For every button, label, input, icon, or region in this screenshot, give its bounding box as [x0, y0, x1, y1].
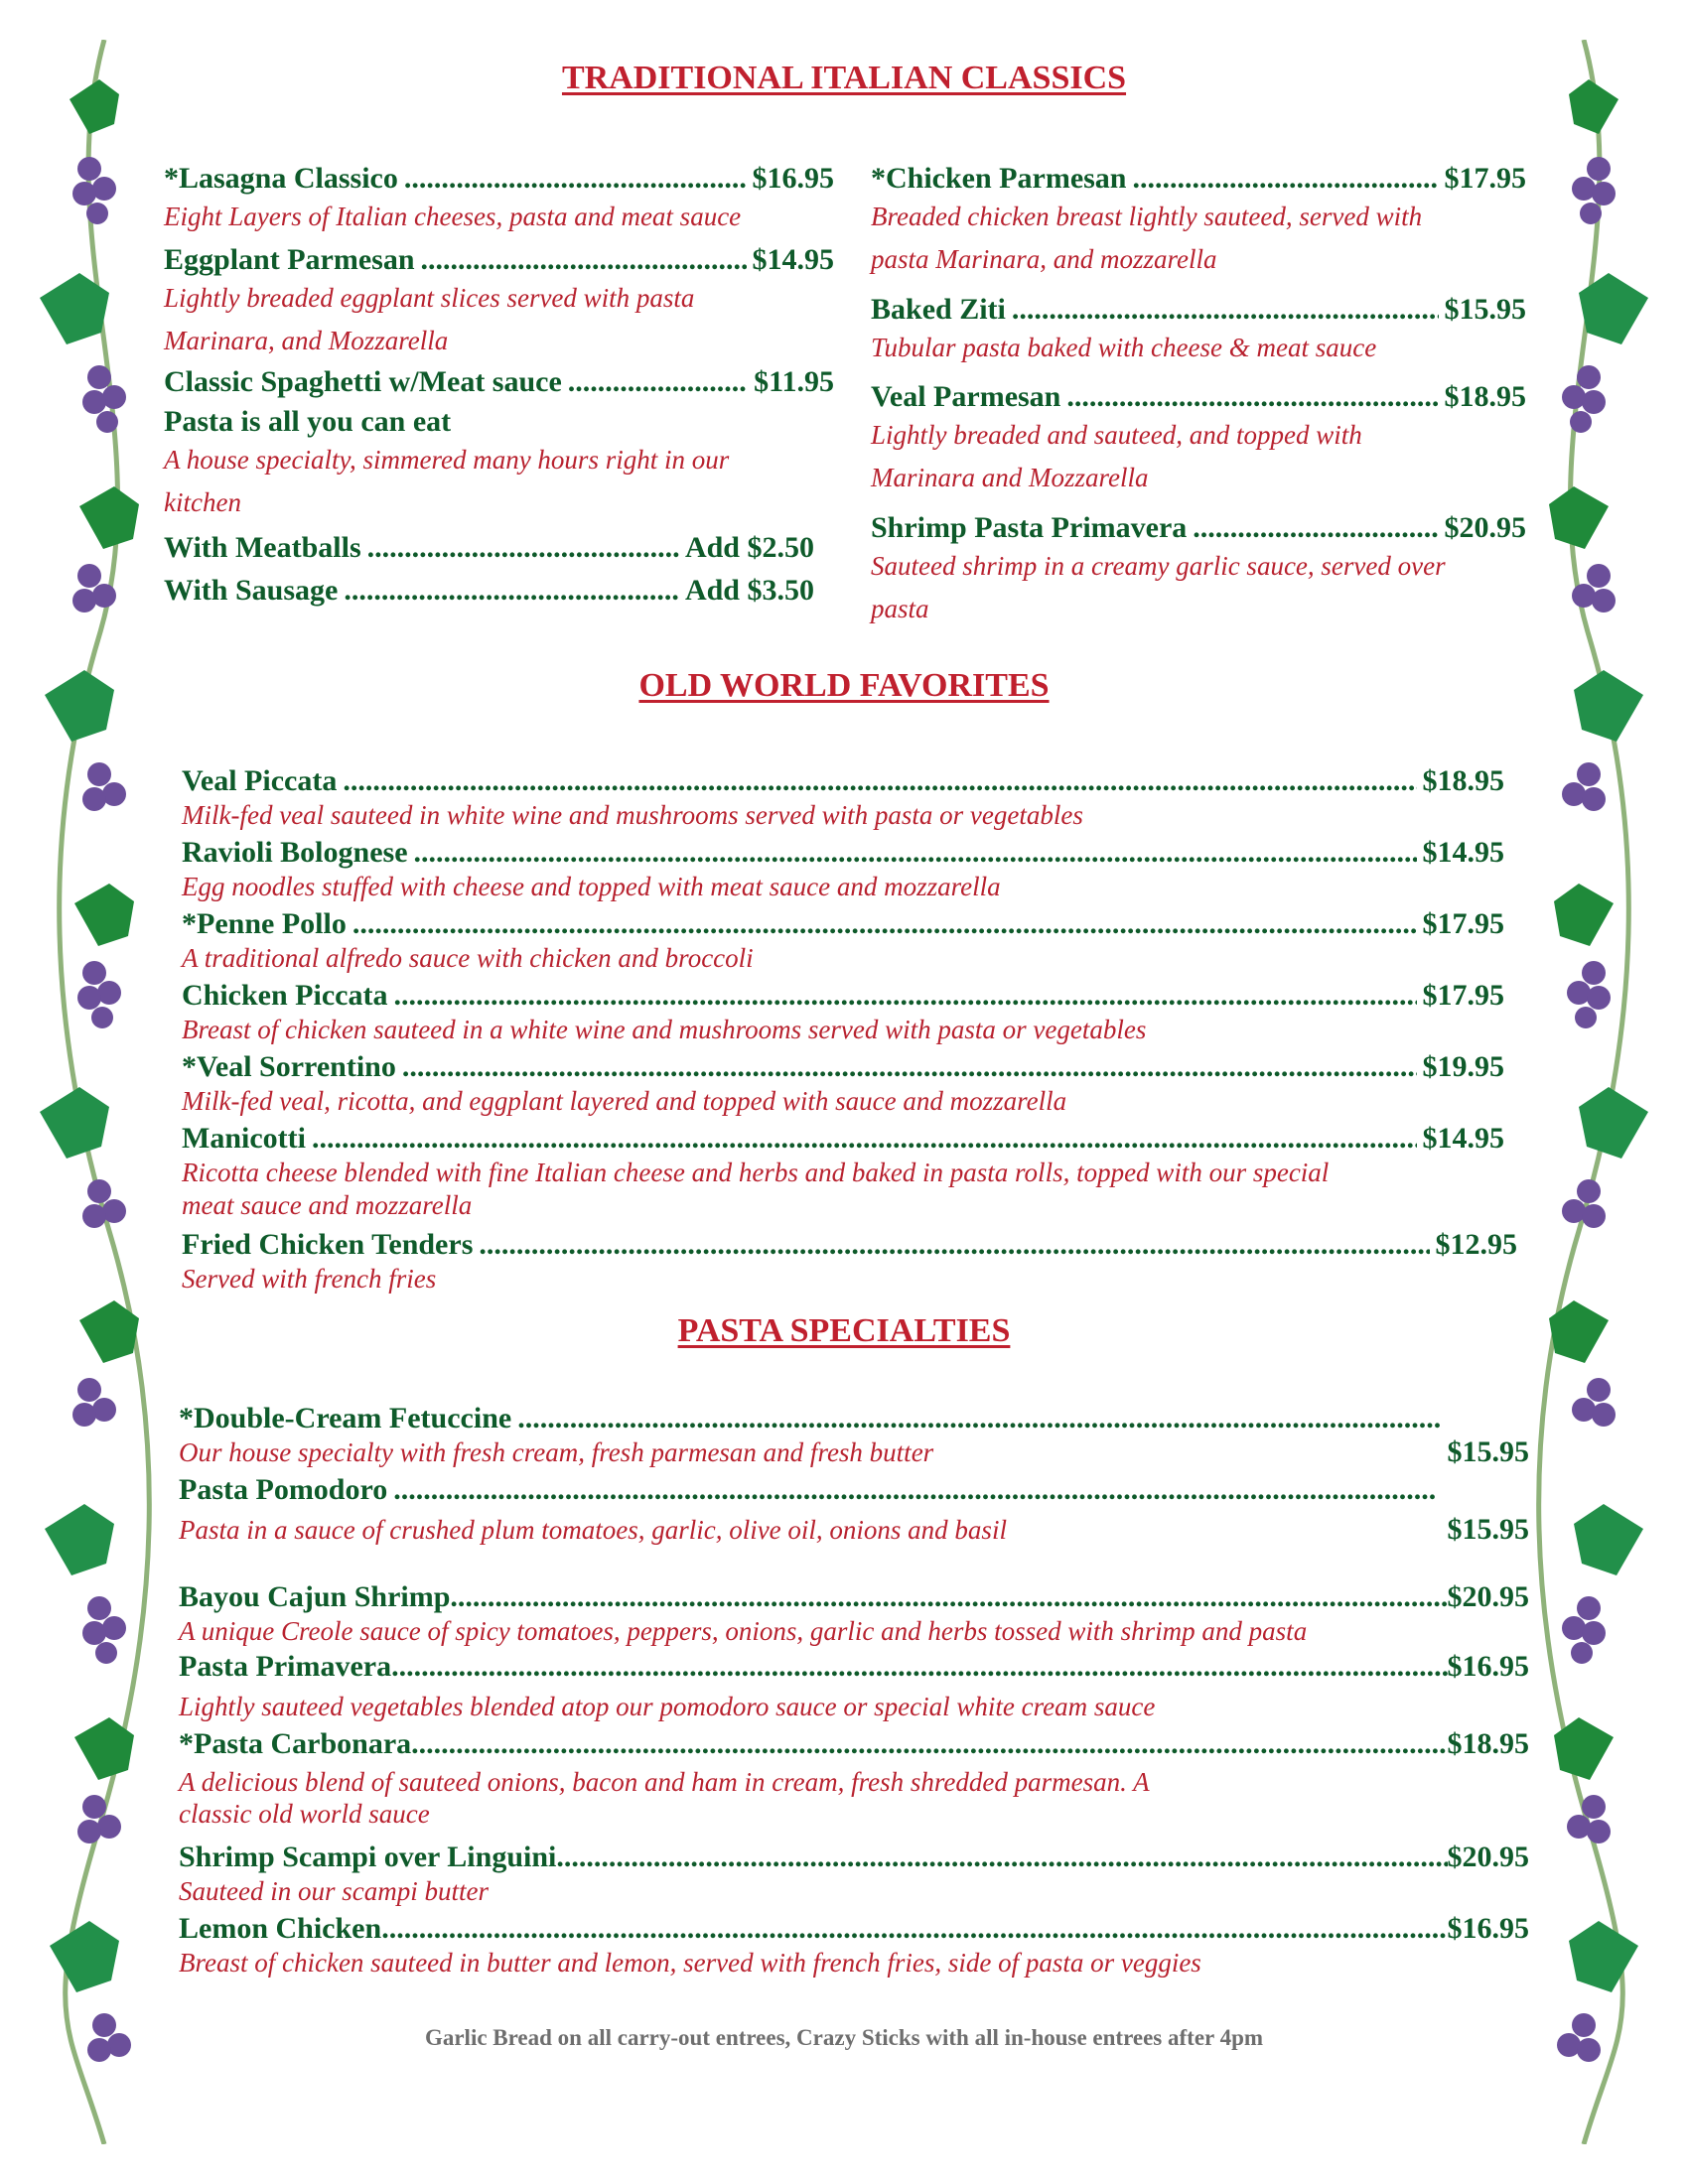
item-description: Tubular pasta baked with cheese & meat sauce — [871, 333, 1377, 362]
item-description: A house specialty, simmered many hours right in our — [164, 445, 730, 475]
menu-item — [179, 1727, 1529, 1829]
item-name: Chicken Piccata — [182, 979, 388, 1012]
item-description: Lightly breaded and sauteed, and topped with — [871, 420, 1362, 450]
item-price: $20.95 — [1444, 511, 1526, 544]
menu-item — [182, 979, 1504, 1046]
item-description: Lightly sauteed vegetables blended atop our pomodoro sauce or special white cream sauce — [179, 1692, 1156, 1721]
menu-item — [871, 293, 1526, 369]
leader-dots — [421, 243, 747, 277]
section-heading-classics: TRADITIONAL ITALIAN CLASSICS — [561, 60, 1127, 96]
leader-dots — [343, 764, 1416, 798]
item-price: $15.95 — [1447, 1435, 1529, 1468]
item-description: A delicious blend of sauteed onions, bacon and ham in cream, fresh shredded parmesan. A — [179, 1767, 1150, 1797]
menu-item — [182, 1050, 1504, 1118]
item-description: Egg noodles stuffed with cheese and topped with meat sauce and mozzarella — [182, 872, 1001, 901]
grapevine-border-right-icon — [1509, 40, 1658, 2144]
menu-item — [179, 1650, 1529, 1723]
item-description: Milk-fed veal sauteed in white wine and mushrooms served with pasta or vegetables — [182, 800, 1083, 830]
leader-dots — [352, 907, 1417, 941]
item-name: Baked Ziti — [871, 293, 1006, 326]
item-price: $16.95 — [1447, 1650, 1529, 1683]
leader-dots — [1193, 511, 1438, 545]
item-name: *Lasagna Classico — [164, 162, 398, 195]
item-description: meat sauce and mozzarella — [182, 1190, 473, 1220]
menu-item — [871, 162, 1526, 281]
item-name: *Chicken Parmesan — [871, 162, 1127, 195]
menu-item — [182, 836, 1504, 903]
item-description: Lightly breaded eggplant slices served with pasta — [164, 283, 695, 313]
item-subtitle: Pasta is all you can eat — [164, 405, 452, 438]
leader-dots — [479, 1228, 1429, 1262]
leader-dots — [404, 162, 747, 196]
item-price: $11.95 — [754, 365, 834, 398]
item-price: $14.95 — [752, 243, 834, 276]
item-price: $12.95 — [1435, 1228, 1517, 1261]
item-name: Eggplant Parmesan — [164, 243, 415, 276]
leader-dots — [556, 1841, 1447, 1874]
item-description: Milk-fed veal, ricotta, and eggplant layered and topped with sauce and mozzarella — [182, 1086, 1067, 1116]
menu-item — [179, 1402, 1529, 1469]
leader-dots — [312, 1122, 1417, 1156]
item-name: With Meatballs — [164, 531, 361, 564]
item-description: pasta — [871, 594, 929, 623]
item-price: $17.95 — [1422, 979, 1504, 1012]
menu-item — [164, 365, 834, 524]
item-name: Pasta Primavera — [179, 1650, 392, 1683]
item-name: Lemon Chicken — [179, 1912, 382, 1945]
menu-item — [871, 380, 1526, 499]
item-name: Pasta Pomodoro — [179, 1473, 388, 1506]
item-price: $18.95 — [1444, 380, 1526, 413]
leader-dots — [402, 1050, 1417, 1084]
item-name: Veal Parmesan — [871, 380, 1061, 413]
item-description: Marinara, and Mozzarella — [164, 326, 449, 355]
item-description: classic old world sauce — [179, 1799, 430, 1829]
menu-item — [164, 531, 814, 565]
item-name: *Penne Pollo — [182, 907, 347, 940]
section-heading-specialties: PASTA SPECIALTIES — [677, 1312, 1011, 1349]
item-name: Veal Piccata — [182, 764, 338, 797]
item-price: $14.95 — [1422, 1122, 1504, 1155]
item-name: Manicotti — [182, 1122, 306, 1155]
item-description: A traditional alfredo sauce with chicken and broccoli — [182, 943, 754, 973]
item-price: Add $2.50 — [684, 531, 814, 564]
item-description: pasta Marinara, and mozzarella — [871, 244, 1217, 274]
item-description: Breast of chicken sauteed in butter and lemon, served with french fries, side of pasta or veggies — [179, 1948, 1201, 1978]
leader-dots — [367, 531, 679, 565]
item-price: $20.95 — [1447, 1841, 1529, 1873]
item-description: A unique Creole sauce of spicy tomatoes, peppers, onions, garlic and herbs tossed with shrimp and pasta — [179, 1616, 1308, 1646]
leader-dots — [517, 1402, 1440, 1435]
item-name: With Sausage — [164, 574, 339, 607]
leader-dots — [1066, 380, 1438, 414]
item-description: Sauteed shrimp in a creamy garlic sauce, served over — [871, 551, 1446, 581]
item-description: Served with french fries — [182, 1264, 437, 1294]
item-description: Pasta in a sauce of crushed plum tomatoes, garlic, olive oil, onions and basil — [179, 1515, 1007, 1545]
menu-item — [164, 243, 834, 362]
leader-dots — [1012, 293, 1439, 327]
item-price: $16.95 — [752, 162, 834, 195]
item-description: Our house specialty with fresh cream, fresh parmesan and fresh butter — [179, 1437, 934, 1467]
item-name: Ravioli Bolognese — [182, 836, 408, 869]
menu-item — [182, 907, 1504, 975]
item-price: $18.95 — [1447, 1727, 1529, 1760]
leader-dots — [344, 574, 679, 608]
item-description: Breast of chicken sauteed in a white wine and mushrooms served with pasta or vegetables — [182, 1015, 1147, 1044]
item-price: $15.95 — [1444, 293, 1526, 326]
leader-dots — [450, 1580, 1447, 1614]
item-name: Shrimp Pasta Primavera — [871, 511, 1188, 544]
leader-dots — [393, 1473, 1435, 1507]
menu-item — [179, 1473, 1529, 1547]
item-name: Classic Spaghetti w/Meat sauce — [164, 365, 562, 398]
item-price: $19.95 — [1422, 1050, 1504, 1083]
menu-item — [182, 1122, 1504, 1221]
item-price: $18.95 — [1422, 764, 1504, 797]
menu-item — [179, 1841, 1529, 1908]
menu-item — [164, 162, 834, 238]
item-name: Bayou Cajun Shrimp — [179, 1580, 451, 1613]
item-price: $17.95 — [1422, 907, 1504, 940]
item-price: $14.95 — [1422, 836, 1504, 869]
item-description: Marinara and Mozzarella — [871, 463, 1149, 492]
leader-dots — [391, 1650, 1447, 1684]
menu-item — [182, 764, 1504, 832]
leader-dots — [414, 836, 1417, 870]
item-name: *Double-Cream Fetuccine — [179, 1402, 512, 1434]
item-description: Breaded chicken breast lightly sauteed, served with — [871, 202, 1423, 231]
item-description: kitchen — [164, 487, 241, 517]
item-description: Ricotta cheese blended with fine Italian cheese and herbs and baked in pasta rolls, topped with our special — [182, 1158, 1330, 1187]
item-name: Shrimp Scampi over Linguini — [179, 1841, 557, 1873]
footer-note: Garlic Bread on all carry-out entrees, Crazy Sticks with all in-house entrees after 4pm — [424, 2025, 1264, 2050]
item-name: Fried Chicken Tenders — [182, 1228, 474, 1261]
section-heading-favorites: OLD WORLD FAVORITES — [638, 667, 1050, 704]
grapevine-border-left-icon — [30, 40, 179, 2144]
item-price: $20.95 — [1447, 1580, 1529, 1613]
item-name: *Veal Sorrentino — [182, 1050, 396, 1083]
leader-dots — [381, 1912, 1447, 1946]
item-description: Eight Layers of Italian cheeses, pasta and meat sauce — [164, 202, 742, 231]
item-name: *Pasta Carbonara — [179, 1727, 412, 1760]
menu-item — [871, 511, 1526, 630]
item-price: $15.95 — [1447, 1513, 1529, 1546]
leader-dots — [411, 1727, 1447, 1761]
leader-dots — [568, 365, 748, 399]
menu-item — [164, 574, 814, 608]
item-description: Sauteed in our scampi butter — [179, 1876, 489, 1906]
menu-item — [182, 1228, 1517, 1296]
leader-dots — [393, 979, 1416, 1013]
menu-item — [179, 1580, 1529, 1648]
menu-item — [179, 1912, 1529, 1979]
leader-dots — [1133, 162, 1439, 196]
item-price: $17.95 — [1444, 162, 1526, 195]
item-price: $16.95 — [1447, 1912, 1529, 1945]
item-price: Add $3.50 — [684, 574, 814, 607]
